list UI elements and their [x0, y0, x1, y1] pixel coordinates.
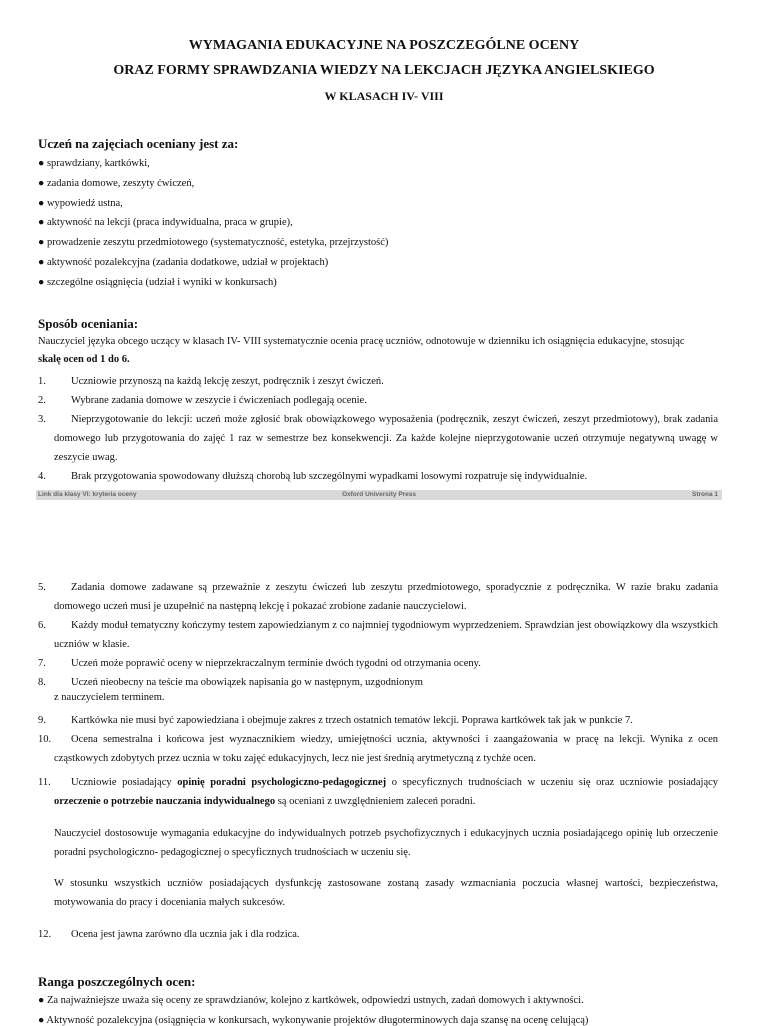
assessment-item: ● szczególne osiągnięcia (udział i wyniki w konkursach) — [38, 277, 277, 288]
ranking-item: ● Za najważniejsze uważa się oceny ze sprawdzianów, kolejno z kartkówek, odpowiedzi ustnych, zadań domowych i aktywności. — [38, 995, 584, 1006]
adaptation-paragraph: Nauczyciel dostosowuje wymagania edukacyjne do indywidualnych potrzeb psychofizycznych i edukacyjnych ucznia posiadającego opinię lub orzeczenie poradni psychologiczno- pedagogicznej o specyficznych trudnościach w uczeniu się. — [54, 828, 718, 858]
rule-number: 9. — [38, 715, 46, 726]
grade-scale-text: skalę ocen od 1 do 6. — [38, 354, 130, 365]
rule-item — [38, 730, 718, 768]
assessment-item: ● aktywność na lekcji (praca indywidualna, praca w grupie), — [38, 217, 293, 228]
method-intro-text: Nauczyciel języka obcego uczący w klasach IV- VIII systematycznie ocenia pracę uczniów, odnotowuje w dzienniku ich osiągnięcia edukacyjne, stosując — [38, 336, 685, 347]
rule-text: Każdy moduł tematyczny kończymy testem zapowiedzianym z co najmniej tygodniowym wyprzedzeniem. Sprawdzian jest obowiązkowy dla wszystkich uczniów w klasie. — [54, 620, 718, 650]
rule-text: Kartkówka nie musi być zapowiedziana i obejmuje zakres z trzech ostatnich tematów lekcji. Poprawa kartkówek tak jak w punkcie 7. — [71, 715, 633, 726]
footer-publisher: Oxford University Press — [341, 491, 417, 498]
rule-item — [38, 673, 718, 692]
rule-number: 11. — [38, 777, 51, 788]
rule-text: Uczeń nieobecny na teście ma obowiązek napisania go w następnym, uzgodnionym — [71, 677, 423, 688]
rule-text: Wybrane zadania domowe w zeszycie i ćwiczeniach podlegają ocenie. — [71, 395, 367, 406]
rule-text: Nieprzygotowanie do lekcji: uczeń może zgłosić brak obowiązkowego wyposażenia (podręcznik, zeszyt ćwiczeń, zeszyt przedmiotowy), brak zadania domowego lub przygotowania do zajęć 1 raz w semestrze bez konsekwencji. Za każde kolejne nieprzygotowanie uczeń otrzymuje negatywną uwagę w zeszycie uwag. — [54, 414, 718, 463]
rule-11-text-c: o specyficznych trudnościach w uczeniu się oraz uczniowie posiadający — [391, 777, 719, 788]
rule-item — [38, 578, 718, 616]
rule-number: 7. — [38, 658, 46, 669]
ranking-heading: Ranga poszczególnych ocen: — [38, 974, 196, 989]
assessment-item: ● zadania domowe, zeszyty ćwiczeń, — [38, 178, 195, 189]
rule-text — [38, 773, 718, 811]
assessment-item: ● sprawdziany, kartkówki, — [38, 158, 150, 169]
rule-number: 6. — [38, 620, 46, 631]
rule-number: 5. — [38, 582, 46, 593]
footer-link-text: Link dla klasy VI: kryteria oceny — [38, 491, 137, 498]
assessment-item: ● wypowiedź ustna, — [38, 198, 123, 209]
rule-number: 2. — [38, 395, 46, 406]
rule-item — [38, 391, 718, 410]
motivation-paragraph: W stosunku wszystkich uczniów posiadających dysfunkcję zastosowane zostaną zasady wzmacniania poczucia własnej wartości, bezpieczeństwa, motywowania do pracy i doceniania małych sukcesów. — [54, 878, 718, 908]
rule-11-opinion-bold: opinię poradni psychologiczno-pedagogicznej — [177, 777, 387, 788]
rule-number: 10. — [38, 734, 52, 745]
page-footer — [36, 490, 722, 500]
ranking-item: ● Aktywność pozalekcyjna (osiągnięcia w konkursach, wykonywanie projektów długoterminowych daja szansę na ocenę celującą) — [38, 1015, 589, 1026]
rule-item — [38, 616, 718, 654]
rule-number: 3. — [38, 414, 46, 425]
rule-8-continuation: z nauczycielem terminem. — [54, 692, 165, 703]
assessment-item: ● aktywność pozalekcyjna (zadania dodatkowe, udział w projektach) — [38, 257, 329, 268]
rule-text: Uczeń może poprawić oceny w nieprzekraczalnym terminie dwóch tygodni od otrzymania oceny. — [71, 658, 481, 669]
rule-number: 4. — [38, 471, 46, 482]
document-title-line-3: W KLASACH IV- VIII — [324, 89, 444, 103]
rule-item — [38, 372, 718, 391]
rule-text: Uczniowie przynoszą na każdą lekcję zeszyt, podręcznik i zeszyt ćwiczeń. — [71, 376, 384, 387]
rule-text: Ocena jest jawna zarówno dla ucznia jak i dla rodzica. — [71, 929, 300, 940]
rule-number: 8. — [38, 677, 46, 688]
rule-text: Zadania domowe zadawane są przeważnie z zeszytu ćwiczeń lub zeszytu przedmiotowego, sporadycznie z podręcznika. W razie braku zadania domowego uczeń musi je uzupełnić na następną lekcję i pokazać zrobione zadanie nauczycielowi. — [54, 582, 718, 612]
rule-text: Ocena semestralna i końcowa jest wyznacznikiem wiedzy, umiejętności ucznia, aktywności i zaangażowania w pracę na lekcji. Wynika z ocen cząstkowych zdobytych przez ucznia w toku zajęć edukacyjnych, lecz nie jest średnią arytmetyczną z tychże ocen. — [54, 734, 718, 764]
rule-11-certificate-bold: orzeczenie o potrzebie nauczania indywidualnego — [54, 796, 276, 807]
rule-item-11 — [38, 773, 718, 811]
method-intro — [38, 333, 718, 369]
rule-item — [38, 467, 718, 486]
footer-page-number: Strona 1 — [691, 491, 718, 498]
rule-item — [38, 711, 718, 730]
rule-item — [38, 410, 718, 467]
rule-item — [38, 925, 718, 944]
rule-text: Brak przygotowania spowodowany dłuższą chorobą lub szczególnymi wypadkami losowymi rozpatruje się indywidualnie. — [71, 471, 588, 482]
rule-11-text-a: Uczniowie posiadający — [71, 777, 172, 788]
document-title-line-2: ORAZ FORMY SPRAWDZANIA WIEDZY NA LEKCJACH JĘZYKA ANGIELSKIEGO — [113, 63, 655, 78]
assessment-heading: Uczeń na zajęciach oceniany jest za: — [38, 136, 239, 151]
rule-11-text-e: są oceniani z uwzględnieniem zaleceń poradni. — [277, 796, 476, 807]
method-heading: Sposób oceniania: — [38, 316, 139, 331]
document-title-line-1: WYMAGANIA EDUKACYJNE NA POSZCZEGÓLNE OCENY — [188, 38, 580, 53]
assessment-item: ● prowadzenie zeszytu przedmiotowego (systematyczność, estetyka, przejrzystość) — [38, 237, 389, 248]
rule-item — [38, 654, 718, 673]
rule-number: 12. — [38, 929, 52, 940]
rule-number: 1. — [38, 376, 46, 387]
